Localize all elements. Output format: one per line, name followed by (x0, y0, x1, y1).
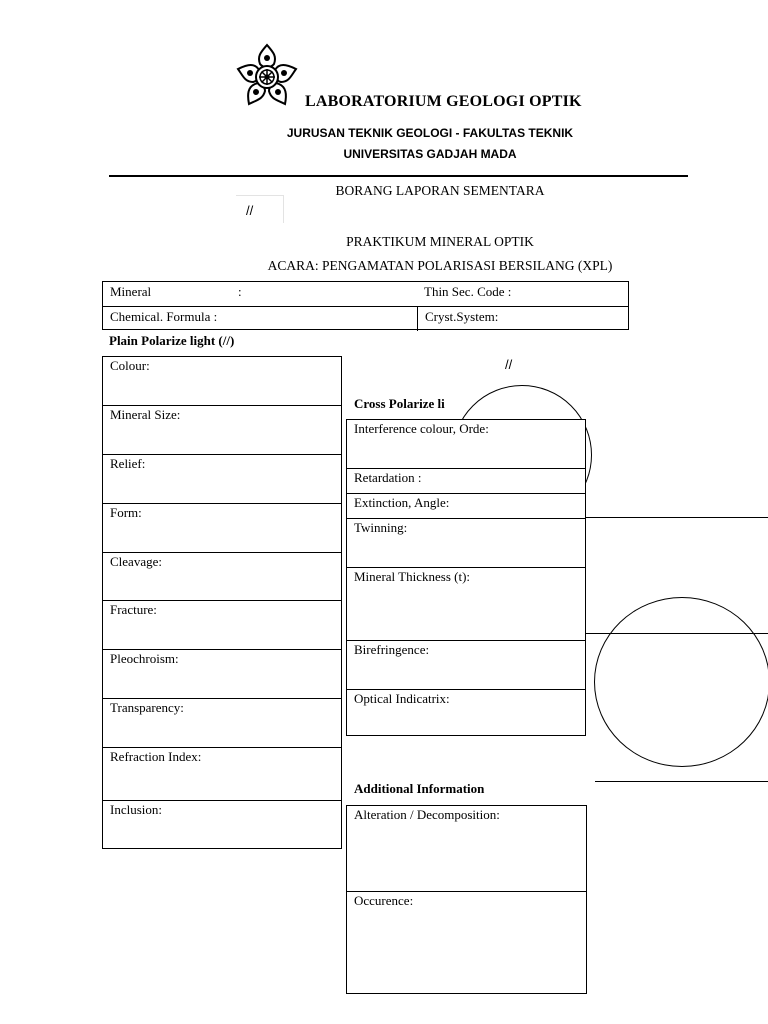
date-slash-field: // (236, 195, 284, 223)
xpl-heading: Cross Polarize li (354, 396, 445, 411)
xpl-field-optical-indicatrix: Optical Indicatrix: (347, 689, 585, 735)
id-row-formula (103, 306, 628, 331)
ppl-field-box (102, 356, 342, 849)
mineral-id-table (102, 281, 629, 330)
xpl-field-box (346, 419, 586, 736)
ppl-heading: Plain Polarize light (//) (109, 333, 235, 348)
sketch-line-upper (585, 517, 768, 518)
mineral-colon: : (238, 284, 242, 299)
xpl-sketch-circle (594, 597, 768, 767)
mineral-label: Mineral (110, 284, 152, 299)
chemical-formula-label: Chemical. Formula : (110, 309, 218, 324)
header-divider (109, 175, 688, 177)
department-name: JURUSAN TEKNIK GEOLOGI - FAKULTAS TEKNIK (286, 126, 574, 140)
ppl-field-form: Form: (103, 503, 341, 552)
field-occurence: Occurence: (347, 891, 586, 993)
session-title: ACARA: PENGAMATAN POLARISASI BERSILANG (XPL) (267, 258, 613, 273)
university-name: UNIVERSITAS GADJAH MADA (343, 147, 517, 161)
cryst-system-label: Cryst.System: (425, 309, 499, 324)
xpl-field-birefringence: Birefringence: (347, 640, 585, 689)
practicum-title: PRAKTIKUM MINERAL OPTIK (346, 234, 534, 249)
ppl-field-pleochroism: Pleochroism: (103, 649, 341, 698)
ppl-field-transparency: Transparency: (103, 698, 341, 747)
xpl-field-interference-colour: Interference colour, Orde: (354, 421, 489, 436)
xpl-slash-mark: // (505, 357, 513, 372)
additional-field-box (346, 805, 587, 994)
field-alteration-decomposition: Alteration / Decomposition: (354, 807, 500, 822)
xpl-field-retardation: Retardation : (347, 468, 585, 493)
ppl-field-cleavage: Cleavage: (103, 552, 341, 600)
thin-sec-code-label: Thin Sec. Code : (424, 284, 512, 299)
ppl-field-colour: Colour: (110, 358, 150, 373)
ppl-field-mineral-size: Mineral Size: (103, 405, 341, 454)
ppl-field-inclusion: Inclusion: (103, 800, 341, 848)
sketch-line-lower (595, 781, 768, 782)
ppl-field-relief: Relief: (103, 454, 341, 503)
report-title: BORANG LAPORAN SEMENTARA (335, 183, 545, 198)
additional-heading: Additional Information (354, 781, 485, 796)
xpl-field-twinning: Twinning: (347, 518, 585, 567)
ppl-field-fracture: Fracture: (103, 600, 341, 649)
university-logo (233, 42, 301, 110)
xpl-field-extinction-angle: Extinction, Angle: (347, 493, 585, 518)
lab-title: LABORATORIUM GEOLOGI OPTIK (305, 93, 582, 110)
id-row-mineral (103, 282, 628, 306)
xpl-field-mineral-thickness: Mineral Thickness (t): (347, 567, 585, 640)
ppl-field-refraction-index: Refraction Index: (103, 747, 341, 800)
